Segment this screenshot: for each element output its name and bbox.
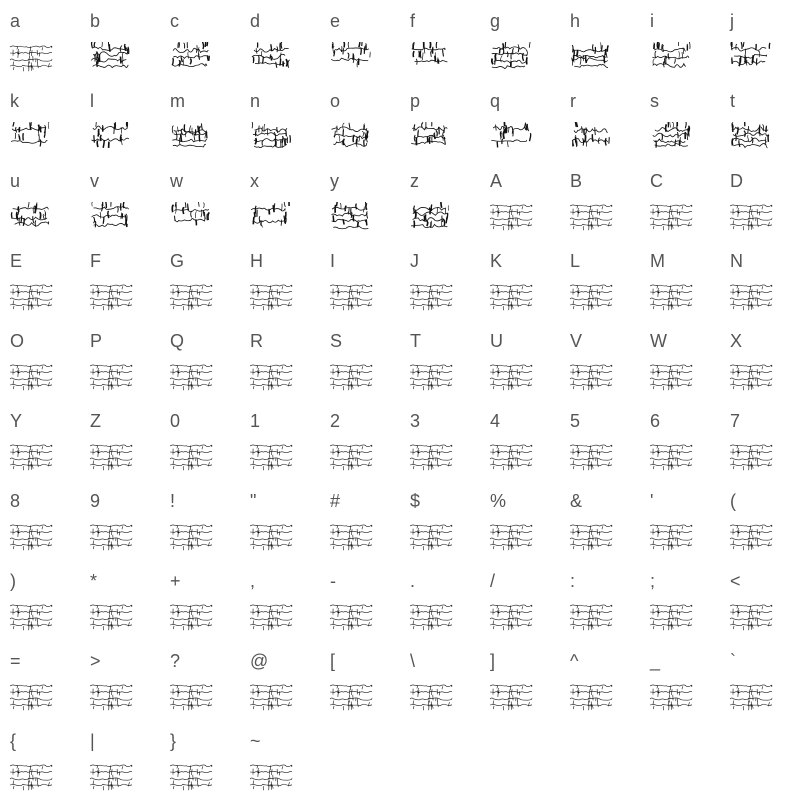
- glyph-key-label: -: [330, 571, 336, 591]
- glyph-key-label: ;: [650, 571, 656, 591]
- calligraphy-panel-glyph: [89, 42, 133, 74]
- calligraphy-default-glyph: [89, 443, 133, 471]
- glyph-key-label: `: [730, 651, 736, 671]
- glyph-cell: [400, 400, 480, 480]
- glyph-cell: [480, 0, 560, 80]
- glyph-cell: [160, 640, 240, 720]
- calligraphy-default-glyph: [729, 523, 773, 551]
- calligraphy-default-glyph: [9, 523, 53, 551]
- glyph-key-label: M: [650, 251, 665, 271]
- glyph-key-label: t: [730, 91, 736, 111]
- glyph-cell: [240, 560, 320, 640]
- glyph-key-label: ": [250, 491, 257, 511]
- glyph-key-label: J: [410, 251, 419, 271]
- glyph-key-label: 7: [730, 411, 741, 431]
- calligraphy-flowing-glyph: [409, 202, 453, 234]
- glyph-key-label: Q: [170, 331, 185, 351]
- glyph-key-label: l: [90, 91, 94, 111]
- glyph-key-label: _: [650, 651, 661, 671]
- glyph-key-label: Y: [10, 411, 23, 431]
- glyph-key-label: n: [250, 91, 261, 111]
- glyph-cell: [240, 400, 320, 480]
- glyph-key-label: s: [650, 91, 659, 111]
- glyph-cell: [640, 320, 720, 400]
- calligraphy-default-glyph: [409, 603, 453, 631]
- glyph-cell: [0, 720, 80, 800]
- mosque-domes-glyph: [249, 122, 293, 154]
- glyph-cell: [560, 320, 640, 400]
- glyph-cell: [240, 320, 320, 400]
- calligraphy-default-glyph: [729, 363, 773, 391]
- glyph-key-label: u: [10, 171, 21, 191]
- glyph-key-label: h: [570, 11, 581, 31]
- calligraphy-default-glyph: [9, 603, 53, 631]
- calligraphy-default-glyph: [729, 603, 773, 631]
- calligraphy-default-glyph: [169, 683, 213, 711]
- calligraphy-cursive-line-glyph: [569, 42, 613, 74]
- mosque-colonnade-glyph: [169, 122, 213, 154]
- glyph-cell: [640, 640, 720, 720]
- glyph-cell: [160, 560, 240, 640]
- glyph-key-label: T: [410, 331, 421, 351]
- glyph-cell: [560, 400, 640, 480]
- glyph-cell: [160, 160, 240, 240]
- glyph-cell: [640, 400, 720, 480]
- glyph-cell: [80, 560, 160, 640]
- glyph-cell: [720, 240, 800, 320]
- glyph-key-label: L: [570, 251, 581, 271]
- glyph-cell: [320, 160, 400, 240]
- glyph-cell: [0, 160, 80, 240]
- glyph-key-label: a: [10, 11, 21, 31]
- calligraphy-default-glyph: [249, 523, 293, 551]
- glyph-cell: [480, 400, 560, 480]
- calligraphy-default-glyph: [89, 683, 133, 711]
- mosque-illustration-glyph: [729, 42, 773, 74]
- glyph-key-label: :: [570, 571, 576, 591]
- glyph-key-label: H: [250, 251, 263, 271]
- glyph-cell: [480, 640, 560, 720]
- calligraphy-bold-script-glyph: [89, 122, 133, 154]
- glyph-cell: [160, 720, 240, 800]
- calligraphy-framed-banner-glyph: [169, 42, 213, 74]
- glyph-key-label: o: [330, 91, 341, 111]
- glyph-cell: [80, 320, 160, 400]
- glyph-key-label: #: [330, 491, 341, 511]
- glyph-cell: [560, 480, 640, 560]
- glyph-key-label: %: [490, 491, 507, 511]
- glyph-key-label: <: [730, 571, 741, 591]
- glyph-cell: [240, 0, 320, 80]
- glyph-key-label: 1: [250, 411, 261, 431]
- glyph-key-label: S: [330, 331, 343, 351]
- calligraphy-default-glyph: [489, 603, 533, 631]
- calligraphy-default-glyph: [9, 763, 53, 791]
- calligraphy-default-glyph: [9, 283, 53, 311]
- calligraphy-arched-glyph: [569, 122, 613, 154]
- calligraphy-text-block-glyph: [409, 42, 453, 74]
- calligraphy-default-glyph: [169, 283, 213, 311]
- calligraphy-panel-glyph: [649, 42, 693, 74]
- glyph-cell: [640, 560, 720, 640]
- calligraphy-default-glyph: [649, 523, 693, 551]
- glyph-key-label: |: [90, 731, 95, 751]
- glyph-key-label: E: [10, 251, 23, 271]
- glyph-key-label: ^: [570, 651, 579, 671]
- glyph-cell: [480, 560, 560, 640]
- glyph-cell: [480, 80, 560, 160]
- calligraphy-default-glyph: [569, 203, 613, 231]
- glyph-cell: [160, 240, 240, 320]
- glyph-cell: [160, 0, 240, 80]
- glyph-cell: [320, 80, 400, 160]
- glyph-cell: [80, 480, 160, 560]
- glyph-cell: [240, 480, 320, 560]
- glyph-key-label: 4: [490, 411, 501, 431]
- glyph-key-label: ~: [250, 731, 261, 751]
- calligraphy-default-glyph: [89, 523, 133, 551]
- glyph-cell: [80, 0, 160, 80]
- glyph-key-label: 9: [90, 491, 101, 511]
- glyph-cell: [560, 0, 640, 80]
- calligraphy-default-glyph: [569, 683, 613, 711]
- glyph-key-label: m: [170, 91, 185, 111]
- calligraphy-tughra-glyph: [9, 202, 53, 234]
- glyph-key-label: R: [250, 331, 263, 351]
- glyph-key-label: W: [650, 331, 667, 351]
- glyph-cell: [0, 640, 80, 720]
- glyph-cell: [320, 480, 400, 560]
- glyph-key-label: c: [170, 11, 179, 31]
- calligraphy-leaf-glyph: [489, 122, 533, 154]
- glyph-key-label: b: [90, 11, 101, 31]
- glyph-cell: [0, 400, 80, 480]
- calligraphy-default-glyph: [249, 603, 293, 631]
- glyph-key-label: !: [170, 491, 176, 511]
- calligraphy-text-block-glyph: [409, 122, 453, 154]
- glyph-cell: [720, 560, 800, 640]
- calligraphy-default-glyph: [249, 763, 293, 791]
- glyph-key-label: N: [730, 251, 743, 271]
- glyph-key-label: I: [330, 251, 336, 271]
- glyph-key-label: {: [10, 731, 17, 751]
- glyph-key-label: ': [650, 491, 654, 511]
- glyph-key-label: }: [170, 731, 177, 751]
- calligraphy-default-glyph: [489, 363, 533, 391]
- glyph-cell: [640, 240, 720, 320]
- glyph-cell: [240, 80, 320, 160]
- glyph-cell: [480, 160, 560, 240]
- glyph-cell: [480, 480, 560, 560]
- calligraphy-default-glyph: [329, 363, 373, 391]
- calligraphy-default-glyph: [9, 683, 53, 711]
- glyph-key-label: 0: [170, 411, 181, 431]
- glyph-key-label: G: [170, 251, 185, 271]
- calligraphy-default-glyph: [9, 443, 53, 471]
- glyph-cell: [400, 320, 480, 400]
- calligraphy-default-glyph: [9, 42, 53, 74]
- glyph-cell: [720, 0, 800, 80]
- glyph-key-label: ]: [490, 651, 496, 671]
- glyph-cell: [320, 240, 400, 320]
- glyph-cell: [560, 80, 640, 160]
- calligraphy-dense-panel-glyph: [489, 42, 533, 74]
- calligraphy-default-glyph: [409, 363, 453, 391]
- glyph-key-label: B: [570, 171, 583, 191]
- glyph-key-label: C: [650, 171, 663, 191]
- glyph-cell: [160, 80, 240, 160]
- calligraphy-default-glyph: [329, 683, 373, 711]
- glyph-key-label: k: [10, 91, 19, 111]
- calligraphy-default-glyph: [89, 363, 133, 391]
- glyph-cell: [480, 240, 560, 320]
- glyph-key-label: A: [490, 171, 503, 191]
- calligraphy-default-glyph: [409, 683, 453, 711]
- calligraphy-default-glyph: [489, 443, 533, 471]
- calligraphy-default-glyph: [329, 283, 373, 311]
- glyph-key-label: [: [330, 651, 336, 671]
- glyph-key-label: .: [410, 571, 416, 591]
- glyph-cell: [400, 240, 480, 320]
- glyph-cell: [400, 640, 480, 720]
- glyph-cell: [400, 160, 480, 240]
- glyph-cell: [640, 480, 720, 560]
- calligraphy-default-glyph: [489, 683, 533, 711]
- glyph-key-label: X: [730, 331, 743, 351]
- glyph-key-label: w: [170, 171, 183, 191]
- glyph-cell: [720, 480, 800, 560]
- glyph-cell: [400, 0, 480, 80]
- glyph-key-label: q: [490, 91, 501, 111]
- calligraphy-default-glyph: [409, 443, 453, 471]
- glyph-cell: [400, 80, 480, 160]
- glyph-key-label: /: [490, 571, 496, 591]
- glyph-cell: [640, 0, 720, 80]
- calligraphy-default-glyph: [329, 443, 373, 471]
- glyph-key-label: F: [90, 251, 101, 271]
- glyph-cell: [720, 80, 800, 160]
- glyph-cell: [80, 400, 160, 480]
- glyph-key-label: U: [490, 331, 503, 351]
- glyph-cell: [240, 160, 320, 240]
- glyph-key-label: p: [410, 91, 421, 111]
- glyph-key-label: (: [730, 491, 736, 511]
- glyph-cell: [320, 320, 400, 400]
- glyph-key-label: 5: [570, 411, 581, 431]
- glyph-cell: [560, 640, 640, 720]
- glyph-key-label: &: [570, 491, 583, 511]
- calligraphy-default-glyph: [409, 523, 453, 551]
- calligraphy-default-glyph: [569, 523, 613, 551]
- glyph-key-label: V: [570, 331, 583, 351]
- glyph-key-label: z: [410, 171, 419, 191]
- calligraphy-text-block-glyph: [9, 122, 53, 154]
- calligraphy-text-block-glyph: [329, 202, 373, 234]
- calligraphy-default-glyph: [249, 363, 293, 391]
- glyph-cell: [480, 320, 560, 400]
- glyph-cell: [80, 240, 160, 320]
- glyph-cell: [240, 240, 320, 320]
- calligraphy-default-glyph: [569, 363, 613, 391]
- calligraphy-default-glyph: [729, 203, 773, 231]
- glyph-cell: [0, 560, 80, 640]
- glyph-key-label: >: [90, 651, 101, 671]
- calligraphy-default-glyph: [649, 603, 693, 631]
- glyph-key-label: =: [10, 651, 21, 671]
- calligraphy-default-glyph: [89, 283, 133, 311]
- glyph-cell: [640, 160, 720, 240]
- glyph-key-label: 8: [10, 491, 21, 511]
- glyph-cell: [0, 320, 80, 400]
- calligraphy-default-glyph: [729, 683, 773, 711]
- calligraphy-default-glyph: [649, 683, 693, 711]
- calligraphy-default-glyph: [249, 283, 293, 311]
- glyph-key-label: O: [10, 331, 25, 351]
- calligraphy-default-glyph: [9, 363, 53, 391]
- glyph-cell: [0, 80, 80, 160]
- calligraphy-default-glyph: [489, 203, 533, 231]
- glyph-key-label: 6: [650, 411, 661, 431]
- calligraphy-fish-shape-glyph: [329, 122, 373, 154]
- calligraphy-default-glyph: [569, 603, 613, 631]
- glyph-key-label: \: [410, 651, 416, 671]
- glyph-key-label: K: [490, 251, 503, 271]
- calligraphy-default-glyph: [169, 763, 213, 791]
- glyph-cell: [240, 720, 320, 800]
- calligraphy-default-glyph: [569, 283, 613, 311]
- glyph-key-label: v: [90, 171, 99, 191]
- calligraphy-default-glyph: [329, 523, 373, 551]
- calligraphy-default-glyph: [489, 523, 533, 551]
- glyph-key-label: Z: [90, 411, 101, 431]
- glyph-cell: [400, 560, 480, 640]
- calligraphy-default-glyph: [169, 363, 213, 391]
- glyph-cell: [720, 640, 800, 720]
- calligraphy-cursive-line-glyph: [729, 122, 773, 154]
- calligraphy-default-glyph: [569, 443, 613, 471]
- glyph-cell: [320, 560, 400, 640]
- glyph-key-label: ,: [250, 571, 256, 591]
- glyph-cell: [640, 80, 720, 160]
- glyph-key-label: @: [250, 651, 269, 671]
- glyph-key-label: r: [570, 91, 576, 111]
- calligraphy-default-glyph: [489, 283, 533, 311]
- calligraphy-default-glyph: [249, 683, 293, 711]
- glyph-cell: [240, 640, 320, 720]
- calligraphy-oval-medallion-glyph: [89, 202, 133, 234]
- glyph-cell: [560, 160, 640, 240]
- glyph-cell: [80, 720, 160, 800]
- calligraphy-default-glyph: [169, 603, 213, 631]
- calligraphy-default-glyph: [409, 283, 453, 311]
- glyph-key-label: ?: [170, 651, 181, 671]
- calligraphy-default-glyph: [89, 603, 133, 631]
- glyph-key-label: 3: [410, 411, 421, 431]
- calligraphy-default-glyph: [649, 363, 693, 391]
- calligraphy-default-glyph: [649, 443, 693, 471]
- calligraphy-default-glyph: [649, 203, 693, 231]
- calligraphy-floral-glyph: [249, 42, 293, 74]
- glyph-key-label: y: [330, 171, 339, 191]
- glyph-cell: [0, 480, 80, 560]
- calligraphy-bold-script-glyph: [249, 202, 293, 234]
- glyph-key-label: f: [410, 11, 416, 31]
- glyph-cell: [560, 240, 640, 320]
- glyph-cell: [320, 400, 400, 480]
- glyph-key-label: ): [10, 571, 16, 591]
- glyph-key-label: P: [90, 331, 103, 351]
- glyph-cell: [0, 240, 80, 320]
- glyph-cell: [80, 160, 160, 240]
- glyph-cell: [720, 160, 800, 240]
- calligraphy-dense-panel-glyph: [649, 122, 693, 154]
- glyph-cell: [720, 320, 800, 400]
- glyph-cell: [320, 640, 400, 720]
- glyph-key-label: j: [730, 11, 734, 31]
- glyph-cell: [0, 0, 80, 80]
- glyph-cell: [160, 480, 240, 560]
- calligraphy-default-glyph: [649, 283, 693, 311]
- glyph-key-label: D: [730, 171, 743, 191]
- calligraphy-default-glyph: [249, 443, 293, 471]
- calligraphy-bismillah-glyph: [329, 42, 373, 74]
- glyph-key-label: 2: [330, 411, 341, 431]
- glyph-key-label: e: [330, 11, 341, 31]
- glyph-cell: [400, 480, 480, 560]
- calligraphy-default-glyph: [729, 443, 773, 471]
- glyph-cell: [560, 560, 640, 640]
- glyph-cell: [80, 640, 160, 720]
- glyph-cell: [160, 320, 240, 400]
- glyph-key-label: d: [250, 11, 261, 31]
- glyph-cell: [720, 400, 800, 480]
- glyph-key-label: x: [250, 171, 259, 191]
- glyph-cell: [80, 80, 160, 160]
- calligraphy-default-glyph: [169, 523, 213, 551]
- calligraphy-default-glyph: [169, 443, 213, 471]
- calligraphy-default-glyph: [89, 763, 133, 791]
- glyph-key-label: $: [410, 491, 421, 511]
- calligraphy-default-glyph: [729, 283, 773, 311]
- glyph-cell: [160, 400, 240, 480]
- glyph-cell: [320, 0, 400, 80]
- glyph-key-label: g: [490, 11, 501, 31]
- calligraphy-default-glyph: [329, 603, 373, 631]
- calligraphy-mixed-panel-glyph: [169, 202, 213, 234]
- glyph-key-label: *: [90, 571, 98, 591]
- glyph-key-label: i: [650, 11, 654, 31]
- glyph-key-label: +: [170, 571, 181, 591]
